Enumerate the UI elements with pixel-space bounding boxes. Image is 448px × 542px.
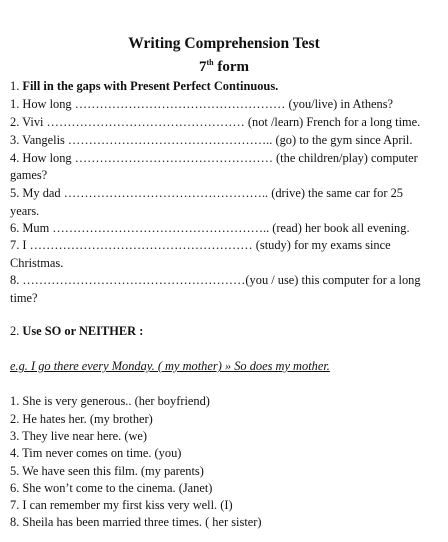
section1-instruction: Fill in the gaps with Present Perfect Continuous.	[22, 79, 279, 93]
section2-number: 2.	[10, 324, 20, 338]
exercise-line: 1. How long …………………………………………… (you/live) in Athens?	[10, 97, 394, 111]
section1-heading	[10, 78, 278, 94]
example-sentence: e.g. I go there every Monday. ( my mother) » So does my mother.	[10, 359, 330, 373]
exercise-line: Christmas.	[10, 256, 64, 270]
exercise-line: 3. Vangelis ………………………………………….. (go) to the gym since April.	[10, 133, 413, 147]
exercise-line: 7. I ……………………………………………… (study) for my exams since	[10, 238, 391, 252]
section2-heading	[10, 323, 143, 339]
grade-number: 7	[198, 59, 207, 75]
exercise-line: 6. Mum …………………………………………….. (read) her book all evening.	[10, 221, 410, 235]
exercise-line: 8. Sheila has been married three times. ( her sister)	[10, 515, 262, 529]
exercise-line: 2. He hates her. (my brother)	[10, 412, 153, 426]
section1-number: 1.	[10, 79, 20, 93]
section2-instruction: Use SO or NEITHER :	[22, 324, 144, 338]
exercise-line: 3. They live near here. (we)	[10, 429, 148, 443]
exercise-line: 6. She won’t come to the cinema. (Janet)	[10, 481, 213, 495]
exercise-line: 4. How long ………………………………………… (the children/play) computer	[10, 151, 418, 165]
exercise-line: 8. ………………………………………………(you / use) this computer for a long	[10, 273, 421, 287]
exercise-line: 5. My dad ………………………………………….. (drive) the same car for 25	[10, 186, 403, 200]
exercise-line: time?	[10, 291, 38, 305]
grade-word: form	[217, 59, 250, 75]
exercise-line: 1. She is very generous.. (her boyfriend)	[10, 394, 210, 408]
exercise-line: 4. Tim never comes on time. (you)	[10, 446, 182, 460]
exercise-line: 7. I can remember my first kiss very well. (I)	[10, 498, 233, 512]
exercise-line: games?	[10, 168, 48, 182]
page-title: Writing Comprehension Test	[128, 35, 320, 52]
page-subtitle	[0, 58, 448, 76]
exercise-line: 5. We have seen this film. (my parents)	[10, 464, 204, 478]
exercise-line: years.	[10, 204, 40, 218]
grade-suffix: th	[206, 58, 214, 67]
exercise-line: 2. Vivi ………………………………………… (not /learn) French for a long time.	[10, 115, 421, 129]
